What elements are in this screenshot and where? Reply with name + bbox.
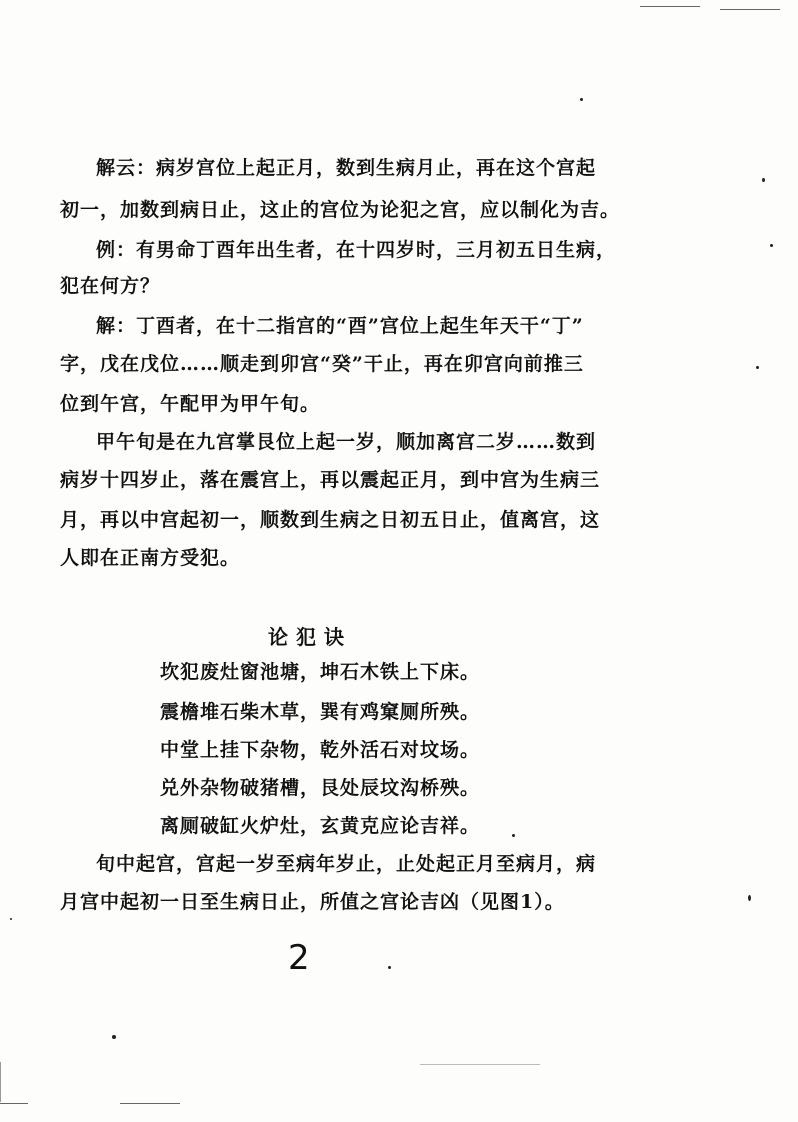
scan-mark xyxy=(120,1103,180,1104)
scan-mark xyxy=(0,1062,1,1102)
paragraph-line: 人即在正南方受犯。 xyxy=(60,547,241,569)
verse-line: 坎犯废灶窗池塘，坤石木铁上下床。 xyxy=(160,661,481,683)
paragraph-line: 字，戊在戊位……顺走到卯宫“癸”干止，再在卯宫向前推三 xyxy=(60,353,584,375)
paragraph-line: 例：有男命丁酉年出生者，在十四岁时，三月初五日生病， xyxy=(96,239,617,261)
paragraph-line: 月，再以中宫起初一，顺数到生病之日初五日止，值离宫，这 xyxy=(60,509,601,531)
scan-speck xyxy=(770,244,773,247)
scan-mark xyxy=(720,9,780,10)
section-title: 论犯诀 xyxy=(268,625,352,649)
paragraph-line: 病岁十四岁止，落在震宫上，再以震起正月，到中宫为生病三 xyxy=(60,469,601,491)
closing-line: 旬中起宫，宫起一岁至病年岁止，止处起正月至病月，病 xyxy=(96,853,597,875)
page-number: 2 xyxy=(288,938,310,978)
scan-speck xyxy=(10,918,12,920)
scan-speck xyxy=(388,966,391,969)
scan-speck xyxy=(512,834,515,837)
scan-speck xyxy=(748,895,751,901)
paragraph-line: 犯在何方？ xyxy=(60,275,161,297)
scan-mark xyxy=(420,1064,540,1065)
verse-line: 兑外杂物破猪槽，艮处辰坟沟桥殃。 xyxy=(160,777,481,799)
paragraph-line: 甲午旬是在九宫掌艮位上起一岁，顺加离宫二岁……数到 xyxy=(96,431,597,453)
scan-mark xyxy=(640,6,700,7)
scan-speck xyxy=(762,178,765,182)
paragraph-line: 初一，加数到病日止，这止的宫位为论犯之宫，应以制化为吉。 xyxy=(60,199,621,221)
scan-speck xyxy=(112,1035,116,1039)
verse-line: 中堂上挂下杂物，乾外活石对坟场。 xyxy=(160,739,481,761)
paragraph-line: 位到午宫，午配甲为甲午旬。 xyxy=(60,393,321,415)
scan-mark xyxy=(0,1103,28,1104)
scan-speck xyxy=(580,98,583,101)
closing-line: 月宫中起初一日至生病日止，所值之宫论吉凶（见图1）。 xyxy=(60,891,565,913)
paragraph-line: 解云：病岁宫位上起正月，数到生病月止，再在这个宫起 xyxy=(96,157,597,179)
verse-line: 震檐堆石柴木草，巽有鸡窠厕所殃。 xyxy=(160,701,481,723)
verse-line: 离厕破缸火炉灶，玄黄克应论吉祥。 xyxy=(160,815,481,837)
paragraph-line: 解：丁酉者，在十二指宫的“酉”宫位上起生年天干“丁” xyxy=(96,315,584,337)
scan-speck xyxy=(756,366,759,369)
